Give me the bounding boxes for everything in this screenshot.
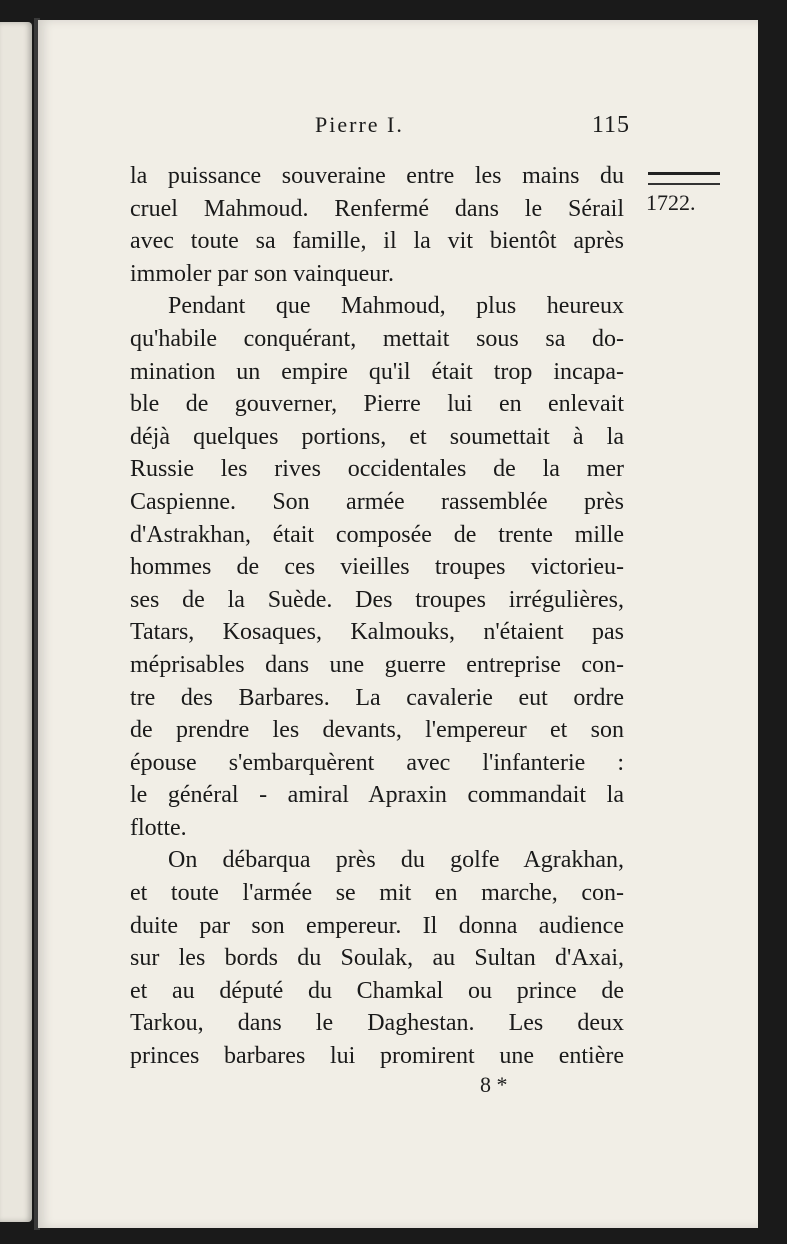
- text-line: déjà quelques portions, et soumettait à la: [130, 423, 624, 450]
- margin-rule: [648, 172, 720, 185]
- facing-page-edge: [0, 22, 32, 1222]
- text-line: et toute l'armée se mit en marche, con-: [130, 880, 624, 907]
- text-line: sur les bords du Soulak, au Sultan d'Axai,: [130, 945, 624, 972]
- text-line: avec toute sa famille, il la vit bientôt après: [130, 228, 624, 255]
- text-line: Tarkou, dans le Daghestan. Les deux: [130, 1010, 624, 1037]
- text-line: flotte.: [130, 814, 187, 841]
- text-line: tre des Barbares. La cavalerie eut ordre: [130, 684, 624, 711]
- text-line: duite par son empereur. Il donna audience: [130, 912, 624, 939]
- signature-mark: 8 *: [480, 1072, 508, 1097]
- text-line: princes barbares lui promirent une entière: [130, 1043, 624, 1070]
- text-line: immoler par son vainqueur.: [130, 260, 394, 287]
- text-line: mination un empire qu'il était trop incapa-: [130, 358, 624, 385]
- text-line: ses de la Suède. Des troupes irrégulières,: [130, 586, 624, 613]
- running-head: Pierre I.: [315, 112, 404, 137]
- page-number: 115: [591, 112, 630, 138]
- text-line: et au député du Chamkal ou prince de: [130, 977, 624, 1004]
- text-line: méprisables dans une guerre entreprise con-: [130, 651, 624, 678]
- text-line: d'Astrakhan, était composée de trente mille: [130, 521, 624, 548]
- text-line: Tatars, Kosaques, Kalmouks, n'étaient pas: [130, 619, 624, 646]
- text-line: de prendre les devants, l'empereur et son: [130, 717, 624, 744]
- text-line: le général - amiral Apraxin commandait la: [130, 782, 624, 809]
- text-line: la puissance souveraine entre les mains du: [130, 163, 624, 189]
- text-line: Pendant que Mahmoud, plus heureux: [168, 293, 624, 320]
- text-line: Russie les rives occidentales de la mer: [130, 456, 624, 483]
- text-line: cruel Mahmoud. Renfermé dans le Sérail: [130, 195, 624, 222]
- text-line: Caspienne. Son armée rassemblée près: [130, 488, 624, 515]
- text-line: qu'habile conquérant, mettait sous sa do-: [130, 325, 624, 352]
- margin-date-note: 1722.: [646, 190, 696, 215]
- body-text: [130, 160, 624, 1073]
- page-header: [130, 112, 630, 146]
- text-line: épouse s'embarquèrent avec l'infanterie :: [130, 749, 624, 776]
- text-line: hommes de ces vieilles troupes victorieu-: [130, 554, 624, 581]
- text-line: On débarqua près du golfe Agrakhan,: [168, 847, 624, 874]
- text-line: ble de gouverner, Pierre lui en enlevait: [130, 391, 624, 418]
